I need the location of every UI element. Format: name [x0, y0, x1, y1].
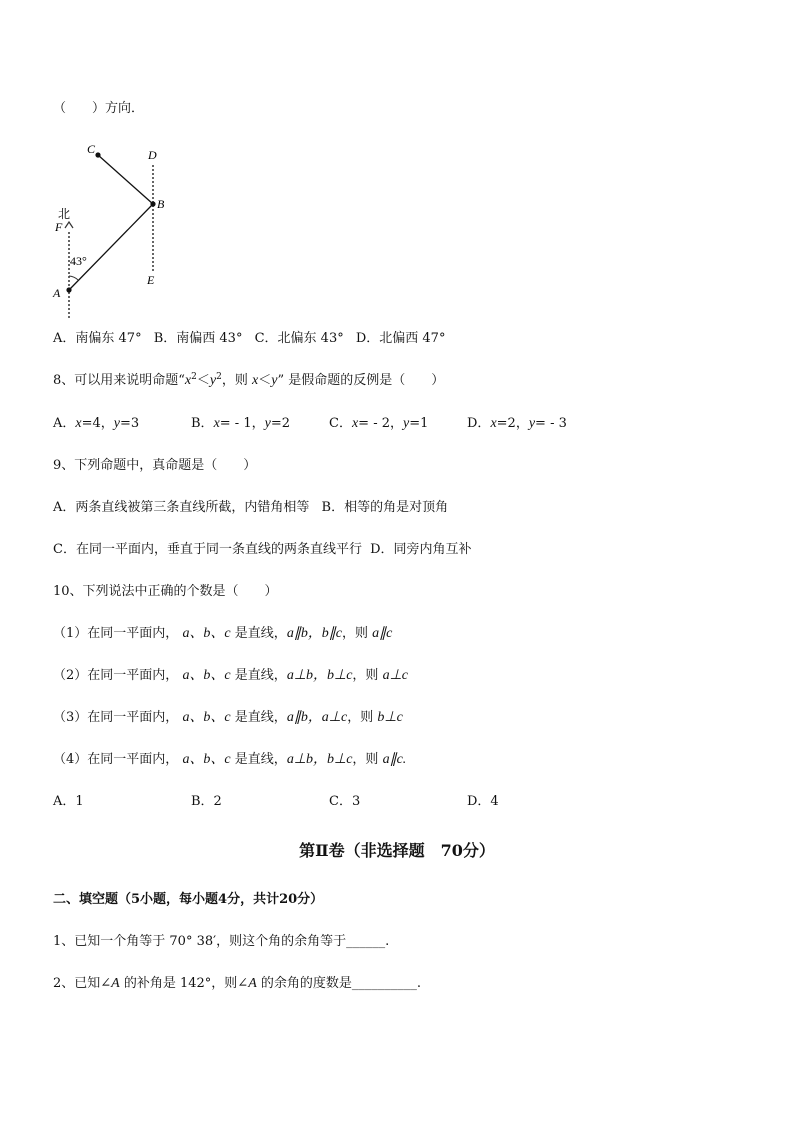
label-f: F: [55, 220, 63, 234]
q10-item-3: （3）在同一平面内， a、b、c 是直线，a∥b，a⊥c，则 b⊥c: [53, 710, 403, 725]
label-north: 北: [58, 207, 71, 221]
q7-option-b: B．南偏西 43°: [153, 331, 243, 346]
label-b: B: [157, 197, 165, 211]
part2-heading: 二、填空题（5小题，每小题4分，共计20分）: [53, 892, 324, 907]
q9-options-cd: [53, 541, 472, 559]
q7-option-c: C．北偏东 43°: [254, 331, 344, 346]
fill-question-1: 1、已知一个角等于 70° 38′，则这个角的余角等于______.: [53, 934, 390, 949]
q8-stem: 8、可以用来说明命题“$x^2<y^2$，则 x＜y” 是假命题的反例是（ ）: [53, 372, 445, 388]
q7-tail: （ ）方向．: [53, 101, 145, 116]
q7-options: [53, 330, 445, 348]
q9-stem: 9、下列命题中，真命题是（ ）: [53, 458, 257, 473]
label-a: A: [53, 286, 61, 300]
q8-option-c: C．x= - 2，y=1: [329, 416, 429, 431]
north-arrow: [65, 222, 73, 228]
q10-option-b: B．2: [191, 794, 222, 809]
q9-options-ab: [53, 499, 448, 517]
fill-question-2: 2、已知∠A 的补角是 142°，则∠A 的余角的度数是__________.: [53, 976, 422, 991]
q10-item-2: （2）在同一平面内， a、b、c 是直线，a⊥b，b⊥c，则 a⊥c: [53, 668, 408, 683]
q10-option-d: D．4: [467, 794, 499, 809]
label-e: E: [147, 273, 155, 287]
q8-options: [53, 415, 567, 433]
label-angle: 43°: [70, 254, 87, 268]
q10-item-1: （1）在同一平面内， a、b、c 是直线，a∥b，b∥c，则 a∥c: [53, 626, 393, 641]
section2-title: 第Ⅱ卷（非选择题 70分）: [299, 841, 495, 860]
q7-option-d: D．北偏西 47°: [355, 331, 446, 346]
q10-stem: 10、下列说法中正确的个数是（ ）: [53, 584, 278, 599]
q7-option-a: A．南偏东 47°: [53, 331, 142, 346]
point-a: [66, 287, 71, 292]
q10-option-c: C．3: [329, 794, 361, 809]
q10-item-4: （4）在同一平面内， a、b、c 是直线，a⊥b，b⊥c，则 a∥c.: [53, 752, 407, 767]
q9-option-b: B．相等的角是对顶角: [321, 500, 449, 515]
q8-option-a: A．x=4，y=3: [53, 416, 140, 431]
label-c: C: [87, 142, 96, 156]
direction-diagram: [45, 140, 175, 320]
q8-option-b: B．x= - 1，y=2: [191, 416, 290, 431]
q10-options: [53, 793, 499, 811]
q10-option-a: A．1: [53, 794, 84, 809]
segment-ab: [69, 204, 153, 290]
q8-option-d: D．x=2，y= - 3: [467, 416, 567, 431]
angle-arc: [69, 276, 78, 280]
q9-option-d: D．同旁内角互补: [370, 542, 472, 557]
point-c: [95, 152, 100, 157]
q9-option-a: A．两条直线被第三条直线所截，内错角相等: [53, 500, 310, 515]
segment-cb: [98, 155, 153, 204]
label-d: D: [148, 148, 157, 162]
q9-option-c: C．在同一平面内，垂直于同一条直线的两条直线平行: [53, 542, 362, 557]
point-b: [150, 201, 155, 206]
